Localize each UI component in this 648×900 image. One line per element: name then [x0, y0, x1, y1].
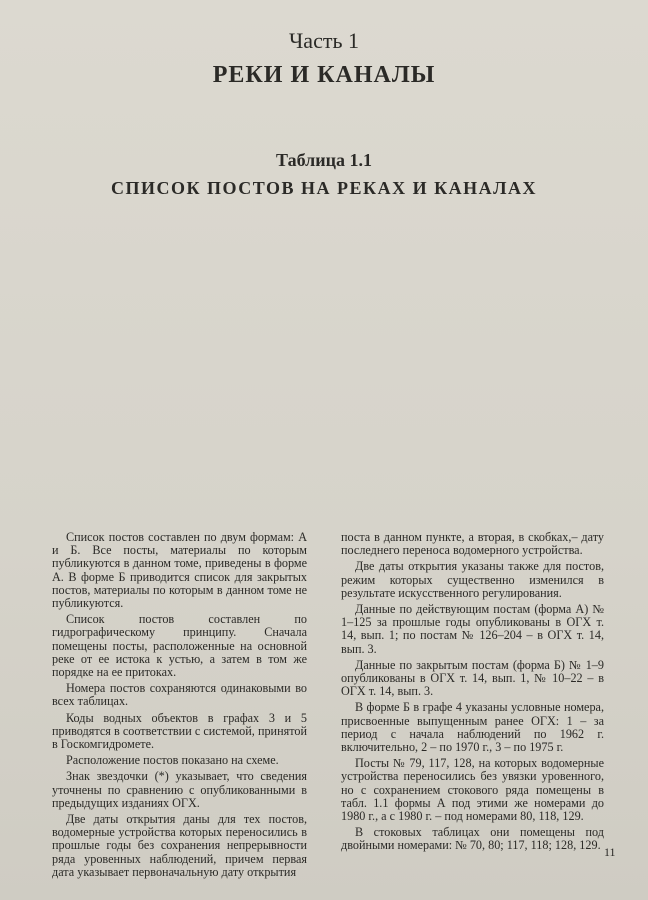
paragraph: Данные по закрытым постам (форма Б) № 1–9 опубликованы в ОГХ т. 14, вып. 1, № 10–22 – в ОГХ т. 14, вып. 3.: [341, 657, 604, 699]
left-text-column: [52, 531, 307, 882]
table-title: СПИСОК ПОСТОВ НА РЕКАХ И КАНАЛАХ: [110, 178, 538, 198]
paragraph: Коды водных объектов в графах 3 и 5 приводятся в соответствии с системой, принятой в Госкомгидромете.: [52, 710, 307, 752]
paragraph: Данные по действующим постам (форма А) № 1–125 за прошлые годы опубликованы в ОГХ т. 14, вып. 1; по постам № 126–204 – в ОГХ т. 14, вып. 3.: [341, 602, 604, 656]
paragraph: Список постов составлен по гидрографическому принципу. Сначала помещены посты, расположенные на основной реке от ее истока к устью, а затем в том же порядке на ее притоках.: [52, 612, 307, 680]
section-title: РЕКИ И КАНАЛЫ: [212, 62, 436, 88]
paragraph: В форме Б в графе 4 указаны условные номера, присвоенные выпущенным ранее ОГХ: 1 – за период с начала наблюдений по 1962 г. включительно, 2 – по 1970 г., 3 – по 1975 г.: [341, 700, 604, 755]
paragraph: Две даты открытия указаны также для постов, режим которых существенно изменился в результате искусственного регулирования.: [341, 559, 604, 600]
paragraph: поста в данном пункте, а вторая, в скобках,– дату последнего переноса водомерного устройства.: [341, 530, 604, 558]
page-number: 11: [604, 845, 616, 859]
paragraph: Знак звездочки (*) указывает, что сведения уточнены по сравнению с опубликованными в предыдущих изданиях ОГХ.: [52, 769, 307, 810]
table-label: Таблица 1.1: [276, 150, 372, 170]
paragraph: Расположение постов показано на схеме.: [66, 753, 279, 768]
right-text-column: [341, 531, 604, 856]
paragraph: Две даты открытия даны для тех постов, водомерные устройства которых переносились в прошлые годы без сохранения непрерывности ряда уровенных наблюдений, причем первая дата указывает первоначальную дату открытия: [52, 812, 307, 879]
paragraph: Посты № 79, 117, 128, на которых водомерные устройства переносились без увязки уровенного, но с сохранением стокового ряда помещены в табл. 1.1 формы А под этими же номерами до 1980 г., а с 1980 г. – под номерами 80, 118, 129.: [341, 756, 604, 824]
paragraph: Список постов составлен по двум формам: А и Б. Все посты, материалы по которым публикуются в данном томе, приведены в форме А. В форме Б приводится список для закрытых постов, материалы по которым в данном томе не публикуются.: [52, 530, 307, 611]
part-title: Часть 1: [289, 28, 359, 53]
paragraph: Номера постов сохраняются одинаковыми во всех таблицах.: [52, 681, 307, 709]
paragraph: В стоковых таблицах они помещены под двойными номерами: № 70, 80; 117, 118; 128, 129.: [341, 825, 604, 853]
